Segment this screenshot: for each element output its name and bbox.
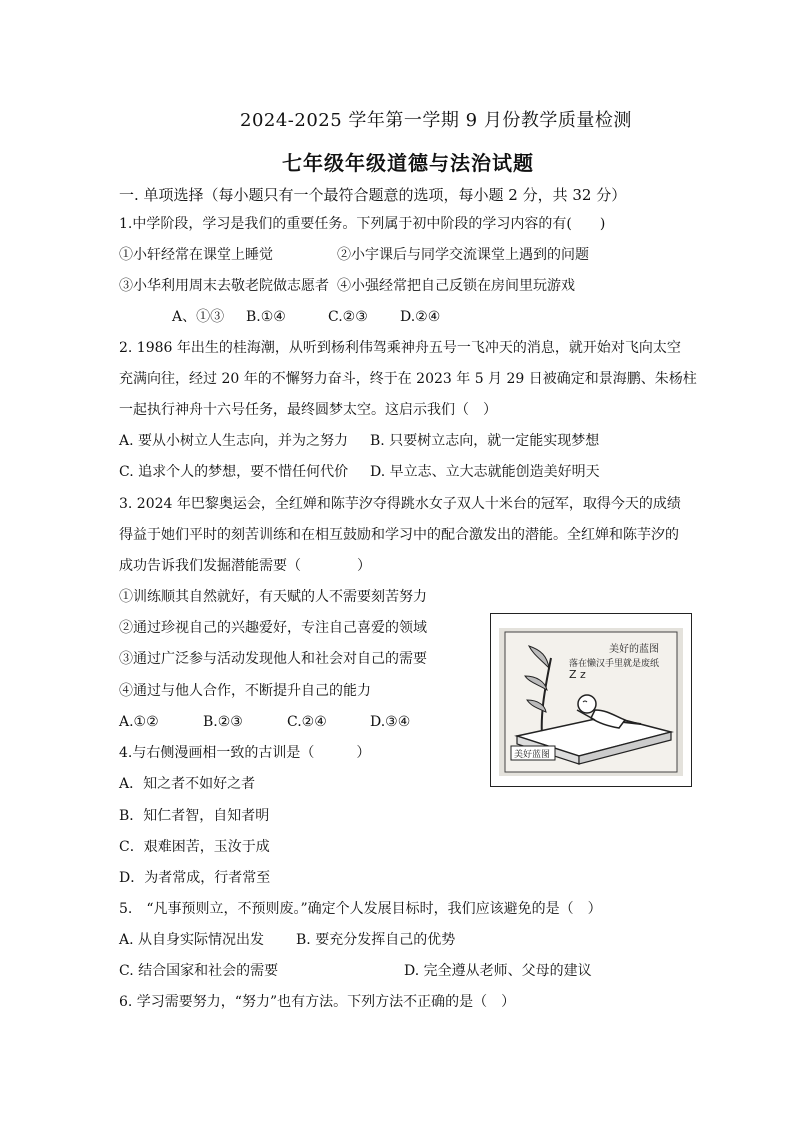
cartoon-caption-line-2: 落在懒汉手里就是废纸 <box>569 659 660 669</box>
q1-item-1: ①小轩经常在课堂上睡觉 <box>119 247 273 263</box>
q1-item-3: ③小华利用周末去敬老院做志愿者 <box>119 278 329 294</box>
q3-item-4: ④通过与他人合作，不断提升自己的能力 <box>119 683 371 699</box>
q4-option-a: A．知之者不如好之者 <box>119 776 256 792</box>
q5-option-a: A. 从自身实际情况出发 <box>119 932 265 948</box>
q5-option-d: D. 完全遵从老师、父母的建议 <box>404 963 592 979</box>
cartoon-figure <box>490 613 692 787</box>
q3-item-2: ②通过珍视自己的兴趣爱好，专注自己喜爱的领域 <box>119 620 427 636</box>
q3-stem-line-1: 3. 2024 年巴黎奥运会，全红婵和陈芋汐夺得跳水女子双人十米台的冠军，取得今天的成绩 <box>119 496 681 512</box>
q2-option-c: C. 追求个人的梦想，要不惜任何代价 <box>119 464 349 480</box>
q3-stem-line-3: 成功告诉我们发掘潜能需要（ ） <box>119 558 371 574</box>
q2-stem-line-3: 一起执行神舟十六号任务，最终圆梦太空。这启示我们（ ） <box>119 402 497 418</box>
q2-stem-line-1: 2. 1986 年出生的桂海潮，从听到杨利伟驾乘神舟五号一飞冲天的消息，就开始对飞向太空 <box>119 340 681 356</box>
q2-option-a: A. 要从小树立人生志向，并为之努力 <box>119 433 349 449</box>
q3-option-d: D.③④ <box>370 714 411 730</box>
q4-option-b: B．知仁者智，自知者明 <box>119 808 270 824</box>
q1-option-b: B.①④ <box>246 309 286 325</box>
q3-option-a: A.①② <box>119 714 159 730</box>
cartoon-zzz: Z z <box>569 668 586 681</box>
q1-item-2: ②小宇课后与同学交流课堂上遇到的问题 <box>337 247 589 263</box>
q2-option-d: D. 早立志、立大志就能创造美好明天 <box>370 464 600 480</box>
q3-option-b: B.②③ <box>203 714 243 730</box>
q3-stem-line-2: 得益于她们平时的刻苦训练和在相互鼓励和学习中的配合激发出的潜能。全红婵和陈芋汐的 <box>119 527 679 543</box>
q1-option-c: C.②③ <box>328 309 368 325</box>
q2-stem-line-2: 充满向往，经过 20 年的不懈努力奋斗，终于在 2023 年 5 月 29 日被确定和景海鹏、朱杨柱 <box>119 371 697 387</box>
q1-option-a: A、①③ <box>172 309 225 325</box>
q1-item-4: ④小强经常把自己反锁在房间里玩游戏 <box>337 278 575 294</box>
q3-item-1: ①训练顺其自然就好，有天赋的人不需要刻苦努力 <box>119 589 427 605</box>
q4-option-d: D．为者常成，行者常至 <box>119 870 271 886</box>
q3-option-c: C.②④ <box>287 714 327 730</box>
cartoon-illustration <box>499 628 683 776</box>
q5-stem: 5. “凡事预则立，不预则废。”确定个人发展目标时，我们应该避免的是（ ） <box>119 901 602 917</box>
q2-option-b: B. 只要树立志向，就一定能实现梦想 <box>370 433 600 449</box>
q5-option-b: B. 要充分发挥自己的优势 <box>296 932 456 948</box>
q6-stem: 6. 学习需要努力，“努力”也有方法。下列方法不正确的是（ ） <box>119 994 516 1010</box>
cartoon-caption-line-1: 美好的蓝图 <box>609 644 659 655</box>
q4-stem: 4.与右侧漫画相一致的古训是（ ） <box>119 745 371 761</box>
exam-subtitle: 七年级年级道德与法治试题 <box>282 151 534 175</box>
cartoon-book-label: 美好蓝图 <box>514 750 551 760</box>
section-heading: 一. 单项选择（每小题只有一个最符合题意的选项，每小题 2 分，共 32 分） <box>119 186 627 204</box>
exam-title: 2024-2025 学年第一学期 9 月份教学质量检测 <box>240 110 632 131</box>
q4-option-c: C．艰难困苦，玉汝于成 <box>119 839 270 855</box>
q1-stem: 1.中学阶段，学习是我们的重要任务。下列属于初中阶段的学习内容的有( ) <box>119 216 606 232</box>
q3-item-3: ③通过广泛参与活动发现他人和社会对自己的需要 <box>119 651 427 667</box>
q5-option-c: C. 结合国家和社会的需要 <box>119 963 279 979</box>
q1-option-d: D.②④ <box>400 309 441 325</box>
